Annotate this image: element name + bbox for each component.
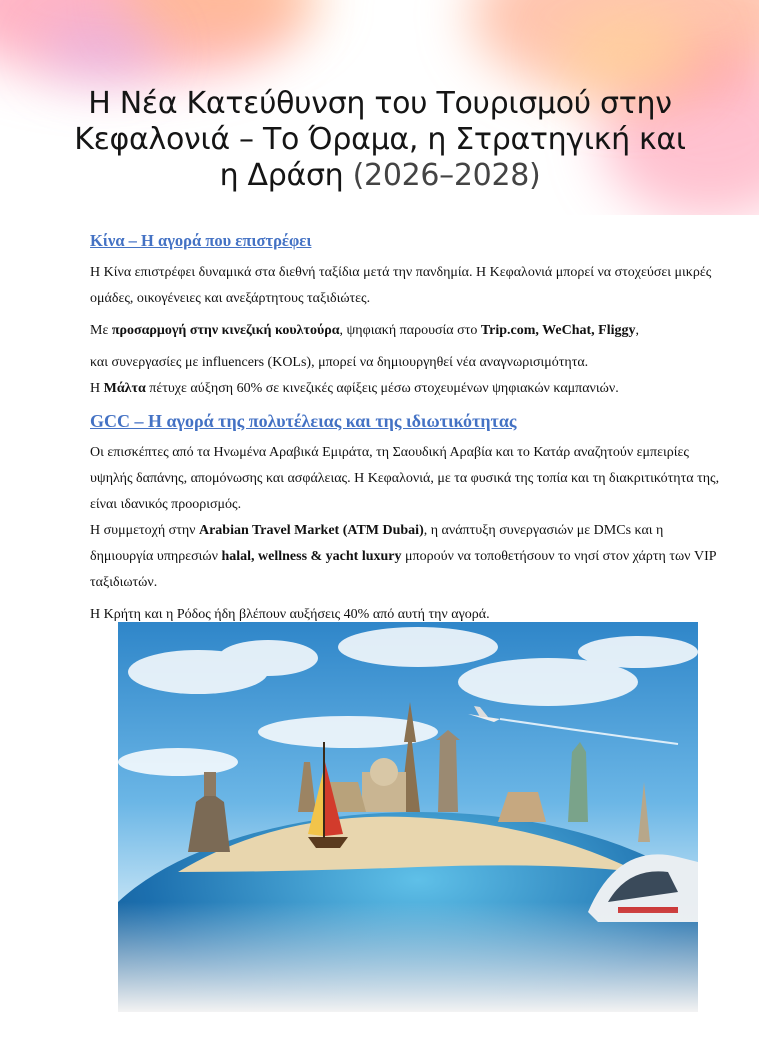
image-fade — [118, 902, 698, 1012]
section-china — [90, 228, 722, 402]
bold-text: Trip.com, WeChat, Fliggy — [480, 323, 636, 338]
text-run: , ψηφιακή παρουσία στο — [339, 323, 481, 338]
section-gcc — [90, 408, 722, 628]
bold-text: προσαρμογή στην κινεζική κουλτούρα — [111, 323, 340, 338]
paragraph — [90, 518, 722, 596]
title-main: Η Νέα Κατεύθυνση του Τουρισμού στην Κεφαλονιά – Το Όραμα, η Στρατηγική και η Δράση — [74, 86, 686, 193]
text-run: , — [635, 323, 639, 338]
text-run: μπορούν να τοποθετήσουν το νησί στον χάρτη των VIP ταξιδιωτών. — [90, 549, 717, 590]
paragraph: και συνεργασίες με influencers (KOLs), μπορεί να δημιουργηθεί νέα αναγνωρισιμότητα. — [90, 355, 589, 370]
travel-collage-image — [118, 622, 698, 1012]
paragraph — [90, 318, 722, 344]
title-years: (2026–2028) — [352, 158, 541, 193]
text-run: Με — [90, 323, 112, 338]
bold-text: halal, wellness & yacht luxury — [221, 549, 402, 564]
bold-text: Μάλτα — [103, 381, 146, 396]
document-body — [90, 228, 722, 628]
paragraph: Η Κίνα επιστρέφει δυναμικά στα διεθνή ταξίδια μετά την πανδημία. Η Κεφαλονιά μπορεί να στοχεύσει μικρές ομάδες, οικογένειες και ανεξάρτητους ταξιδιώτες. — [90, 265, 712, 306]
section-heading-gcc: GCC – Η αγορά της πολυτέλειας και της ιδιωτικότητας — [90, 411, 517, 431]
travel-globe-illustration — [118, 622, 698, 1012]
text-run: Η — [90, 381, 104, 396]
gradient-blob — [40, 20, 160, 80]
text-run: πέτυχε αύξηση 60% σε κινεζικές αφίξεις μέσω στοχευμένων ψηφιακών καμπανιών. — [145, 381, 619, 396]
paragraph: Οι επισκέπτες από τα Ηνωμένα Αραβικά Εμιράτα, τη Σαουδική Αραβία και το Κατάρ αναζητούν εμπειρίες υψηλής δαπάνης, απομόνωσης και ασφάλειας. Η Κεφαλονιά, με τα φυσικά της τοπία και τη διακριτικότητα της, είναι ιδανικός προορισμός. — [90, 445, 720, 512]
paragraph: Η Κρήτη και η Ρόδος ήδη βλέπουν αυξήσεις 40% από αυτή την αγορά. — [90, 607, 490, 622]
bold-text: Arabian Travel Market (ATM Dubai) — [198, 523, 424, 538]
page-title — [70, 86, 690, 194]
section-heading-china: Κίνα – Η αγορά που επιστρέφει — [90, 231, 312, 250]
text-run: Η συμμετοχή στην — [90, 523, 199, 538]
text-run: , η ανάπτυξη συνεργασιών με DMCs και η δημιουργία υπηρεσιών — [90, 523, 664, 564]
paragraph — [90, 376, 722, 402]
